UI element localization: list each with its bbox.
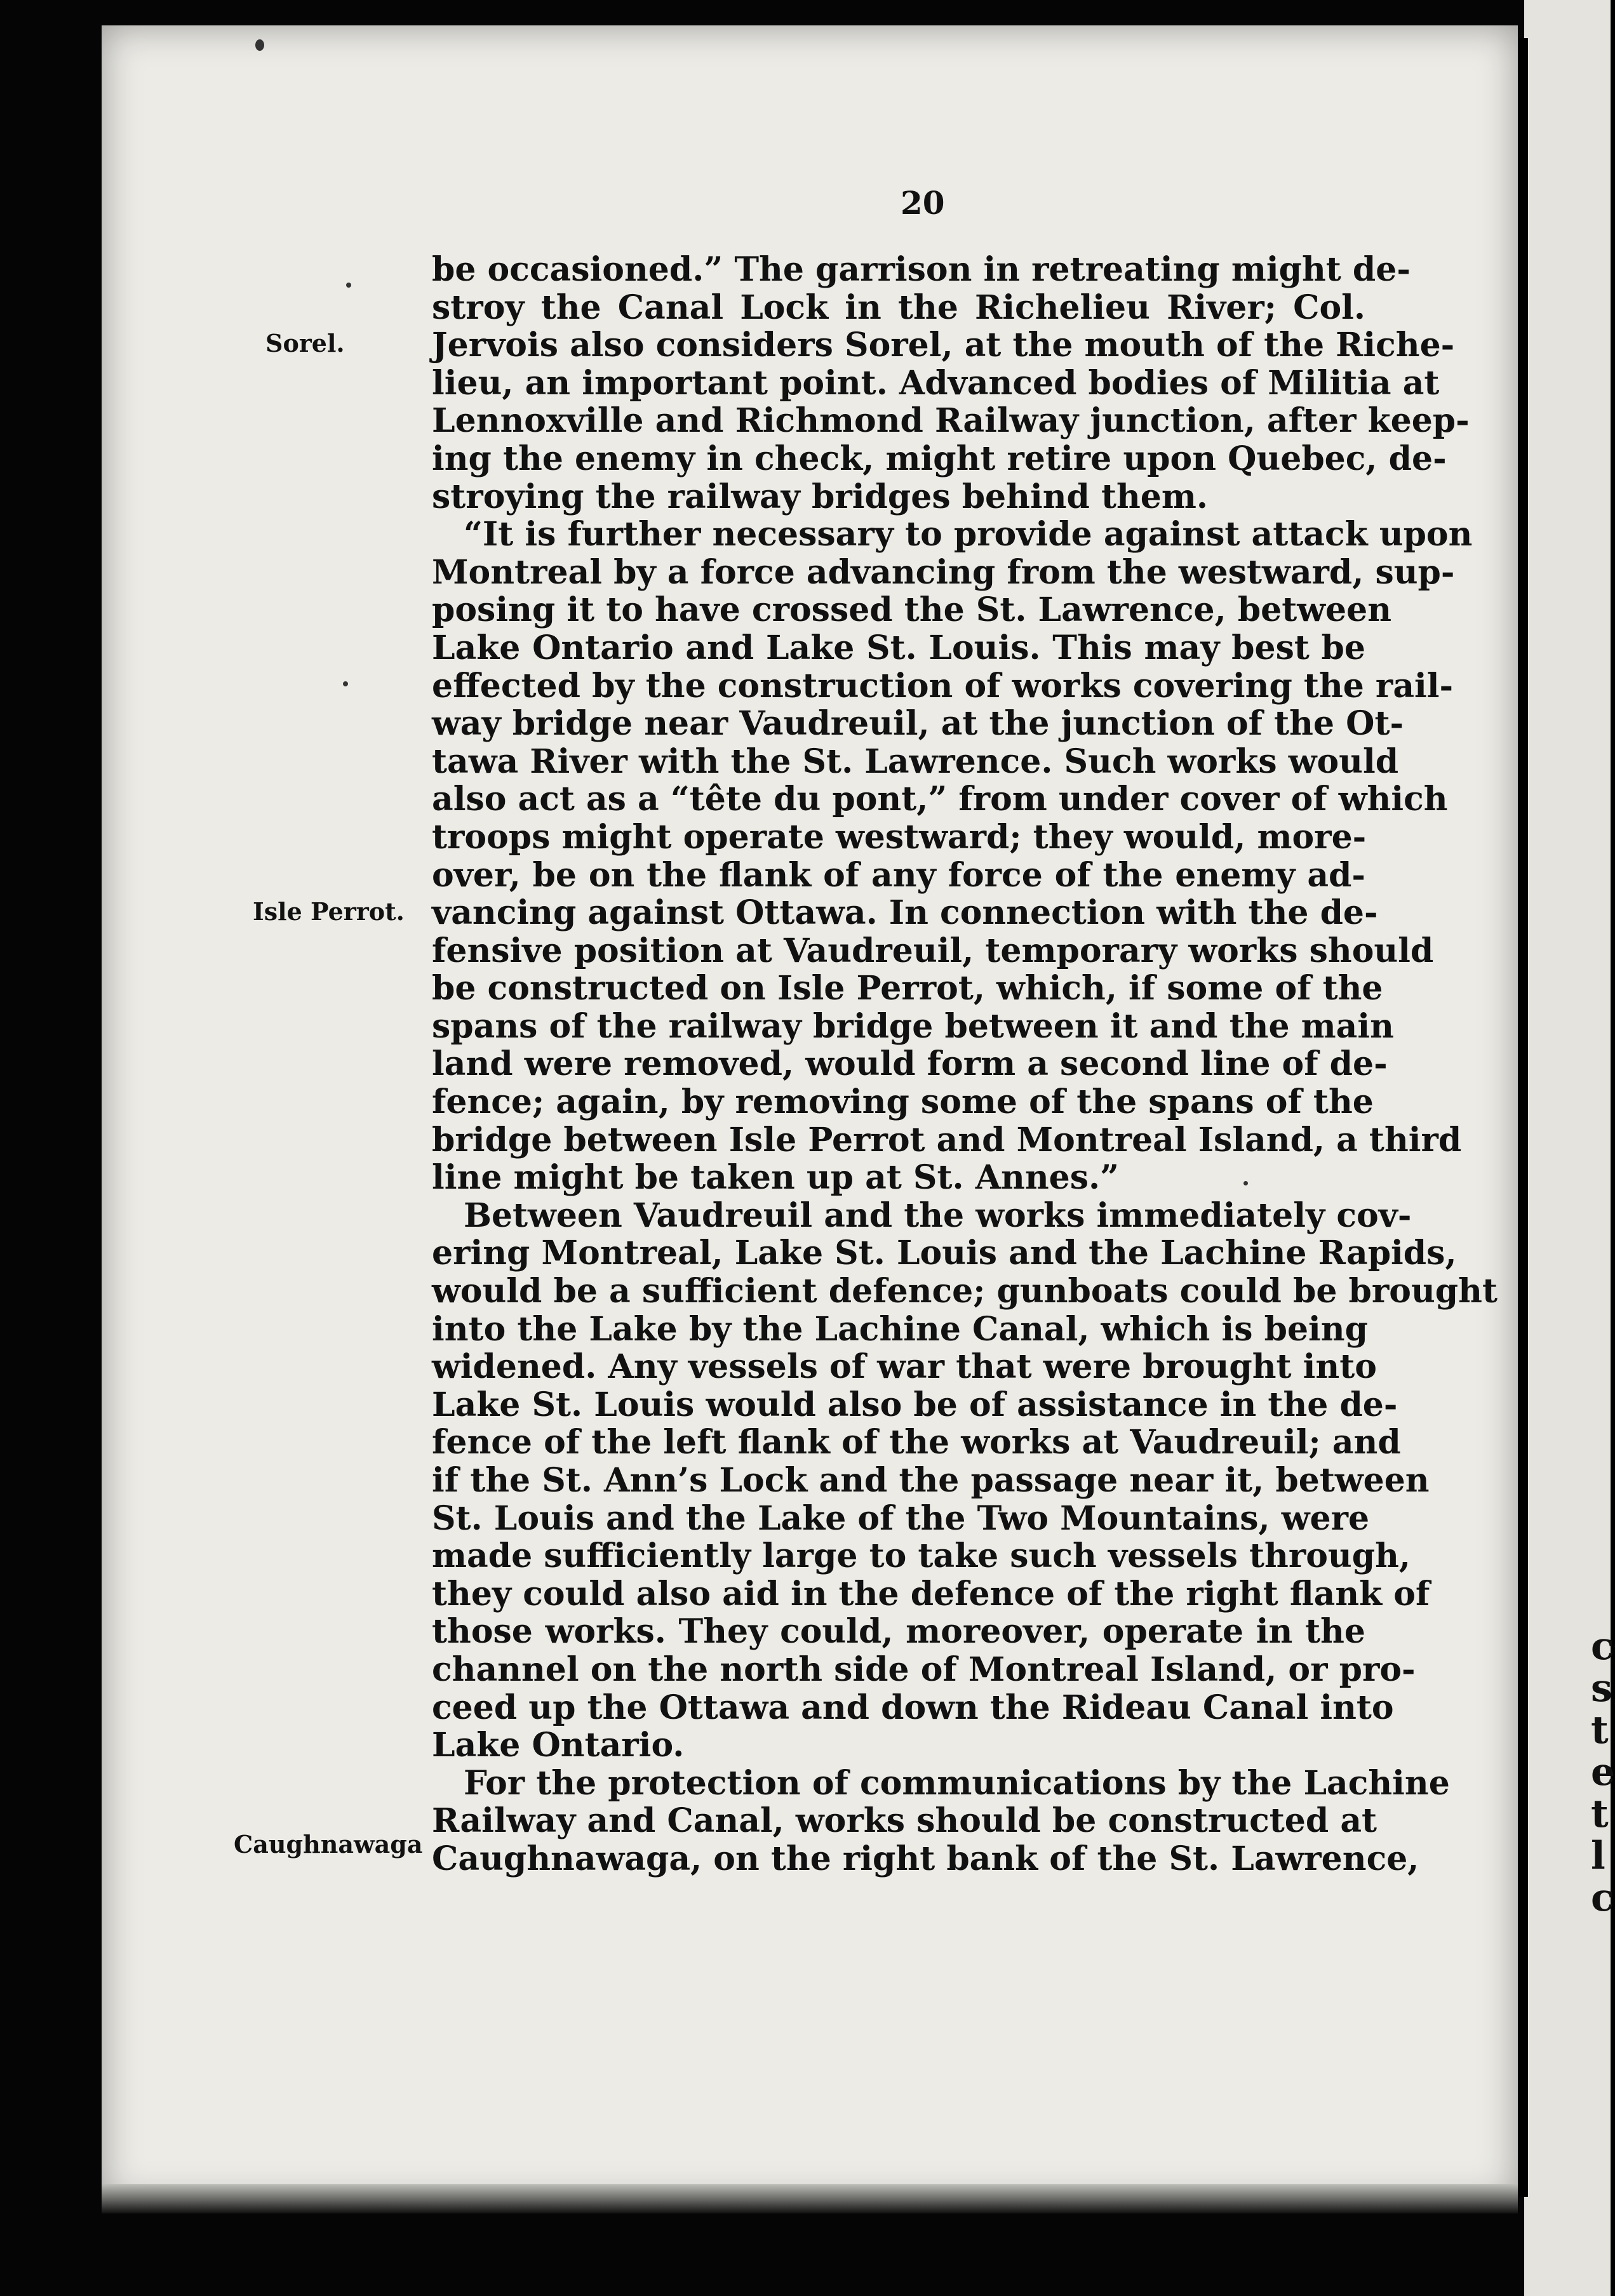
text-line: Between Vaudreuil and the works immediately cov- [464, 1196, 1412, 1235]
text-line: fence; again, by removing some of the spans of the [432, 1083, 1374, 1122]
text-line: ing the enemy in check, might retire upon Quebec, de- [432, 439, 1447, 478]
text-line: be constructed on Isle Perrot, which, if some of the [432, 969, 1383, 1008]
text-line: line might be taken up at St. Annes.” [432, 1158, 1120, 1198]
text-line: spans of the railway bridge between it and the main [432, 1006, 1394, 1046]
text-line: bridge between Isle Perrot and Montreal Island, a third [432, 1120, 1462, 1159]
text-line: troops might operate westward; they would, more- [432, 817, 1367, 857]
text-line: be occasioned.” The garrison in retreating might de- [432, 250, 1411, 289]
text-line: stroy the Canal Lock in the Richelieu River; Col. [432, 288, 1365, 327]
text-line: if the St. Ann’s Lock and the passage near it, between [432, 1461, 1430, 1500]
text-line: would be a sufficient defence; gunboats could be brought [432, 1272, 1498, 1311]
text-line: channel on the north side of Montreal Island, or pro- [432, 1650, 1416, 1689]
text-line: into the Lake by the Lachine Canal, which is being [432, 1309, 1368, 1349]
text-line: made sufficiently large to take such vessels through, [432, 1537, 1411, 1576]
margin-note-sorel: Sorel. [265, 329, 345, 357]
text-line: St. Louis and the Lake of the Two Mountains, were [432, 1498, 1370, 1538]
text-line: Jervois also considers Sorel, at the mouth of the Riche- [432, 326, 1455, 365]
text-line: Lake Ontario. [432, 1726, 685, 1765]
text-line: they could also aid in the defence of the right flank of [432, 1574, 1430, 1613]
body-text [432, 250, 1498, 1878]
text-line: “It is further necessary to provide against attack upon [464, 515, 1473, 554]
text-line: fensive position at Vaudreuil, temporary works should [432, 931, 1434, 970]
adjacent-page [1524, 0, 1611, 2296]
page-number: 20 [901, 184, 945, 222]
scan-speck [343, 681, 348, 686]
page-gutter [1519, 38, 1528, 2197]
text-line: fence of the left flank of the works at Vaudreuil; and [432, 1423, 1401, 1462]
text-line: For the protection of communications by the Lachine [464, 1763, 1450, 1803]
text-line: Lake St. Louis would also be of assistance in the de- [432, 1385, 1398, 1424]
text-line: widened. Any vessels of war that were brought into [432, 1347, 1377, 1387]
scan-speck [255, 39, 264, 51]
text-line: Montreal by a force advancing from the westward, sup- [432, 552, 1455, 592]
text-line: vancing against Ottawa. In connection with the de- [432, 893, 1378, 933]
text-line: those works. They could, moreover, operate in the [432, 1612, 1365, 1652]
margin-note-isle-perrot: Isle Perrot. [253, 897, 405, 926]
text-line: Lennoxville and Richmond Railway junction, after keep- [432, 401, 1470, 441]
scan-speck [346, 283, 351, 288]
text-line: Railway and Canal, works should be constructed at [432, 1801, 1377, 1841]
text-line: posing it to have crossed the St. Lawrence, between [432, 591, 1392, 630]
text-line: lieu, an important point. Advanced bodies of Militia at [432, 363, 1440, 403]
margin-note-caughnawaga: Caughnawaga [234, 1830, 423, 1859]
text-line: ceed up the Ottawa and down the Rideau Canal into [432, 1688, 1394, 1727]
text-line: land were removed, would form a second line of de- [432, 1045, 1388, 1084]
text-line: stroying the railway bridges behind them. [432, 477, 1208, 516]
text-line: Caughnawaga, on the right bank of the St. Lawrence, [432, 1839, 1419, 1878]
text-line: tawa River with the St. Lawrence. Such works would [432, 742, 1399, 781]
adjacent-page-text: c s t e t l c [1591, 1624, 1615, 1920]
text-line: over, be on the flank of any force of the enemy ad- [432, 855, 1365, 895]
text-line: Lake Ontario and Lake St. Louis. This may best be [432, 628, 1365, 667]
text-line: way bridge near Vaudreuil, at the junction of the Ot- [432, 704, 1404, 744]
text-line: ering Montreal, Lake St. Louis and the Lachine Rapids, [432, 1234, 1457, 1273]
text-line: effected by the construction of works covering the rail- [432, 666, 1454, 705]
page-bottom-edge [102, 2184, 1518, 2213]
text-line: also act as a “tête du pont,” from under cover of which [432, 780, 1448, 819]
